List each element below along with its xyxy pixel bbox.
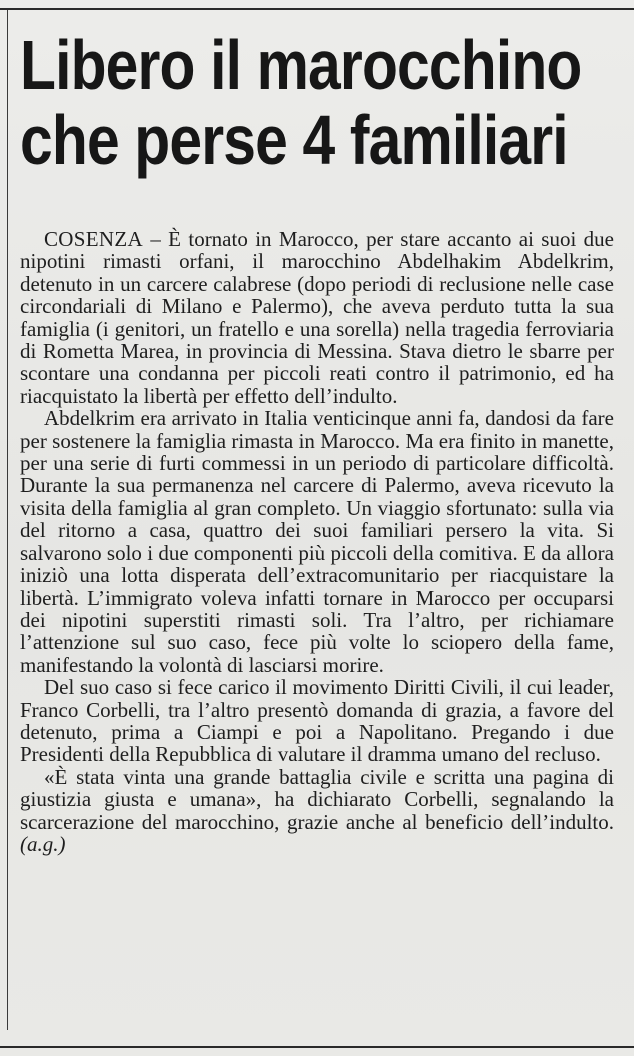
paragraph-4 (20, 766, 614, 856)
article-body (20, 228, 614, 855)
paragraph-4-text: «È stata vinta una grande battaglia civile e scritta una pagina di giustizia giusta e umana», ha dichiarato Corbelli, segnalando la scarcerazione del marocchino, grazie anche al beneficio dell’indulto. (20, 764, 614, 834)
headline (20, 26, 582, 179)
dateline-dash: – (142, 227, 169, 251)
paragraph-3: Del suo caso si fece carico il movimento Diritti Civili, il cui leader, Franco Corbelli, tra l’altro presentò domanda di grazia, a favore del detenuto, prima a Ciampi e poi a Napolitano. Pregando i due Presidenti della Repubblica di valutare il dramma umano del recluso. (20, 675, 614, 767)
paragraph-2: Abdelkrim era arrivato in Italia venticinque anni fa, dandosi da fare per sostenere la famiglia rimasta in Marocco. Ma era finito in manette, per una serie di furti commessi in un periodo di particolare difficoltà. Durante la sua permanenza nel carcere di Palermo, aveva ricevuto la visita della famiglia al gran completo. Un viaggio sfortunato: sulla via del ritorno a casa, quattro dei suoi familiari persero la vita. Si salvarono solo i due componenti più piccoli della comitiva. E da allora iniziò una lotta disperata dell’extracomunitario per riacquistare la libertà. L’immigrato voleva infatti tornare in Marocco per occuparsi dei nipotini superstiti rimasti soli. Tra l’altro, per richiamare l’attenzione sul suo caso, fece più volte lo sciopero della fame, manifestando la volontà di lasciarsi morire. (20, 406, 614, 677)
bleed-through-text (210, 2, 234, 19)
dateline: COSENZA (44, 227, 143, 251)
paragraph-1-text: È tornato in Marocco, per stare accanto ai suoi due nipotini rimasti orfani, il marocchino Abdelhakim Abdelkrim, detenuto in un carcere calabrese (dopo periodi di reclusione nelle case circondariali di Milano e Palermo), che aveva perduto tutta la sua famiglia (i genitori, un fratello e una sorella) nella tragedia ferroviaria di Rometta Marea, in provincia di Messina. Stava dietro le sbarre per scontare una condanna per piccoli reati contro il patrimonio, ed ha riacquistato la libertà per effetto dell’indulto. (20, 227, 614, 408)
bottom-rule (0, 1046, 634, 1048)
top-rule (0, 8, 634, 10)
paragraph-1 (20, 228, 614, 407)
headline-line-2: che perse 4 familiari (20, 101, 568, 179)
author-signature: (a.g.) (20, 831, 66, 856)
headline-line-1: Libero il marocchino (20, 26, 582, 104)
left-column-rule (7, 10, 8, 1030)
